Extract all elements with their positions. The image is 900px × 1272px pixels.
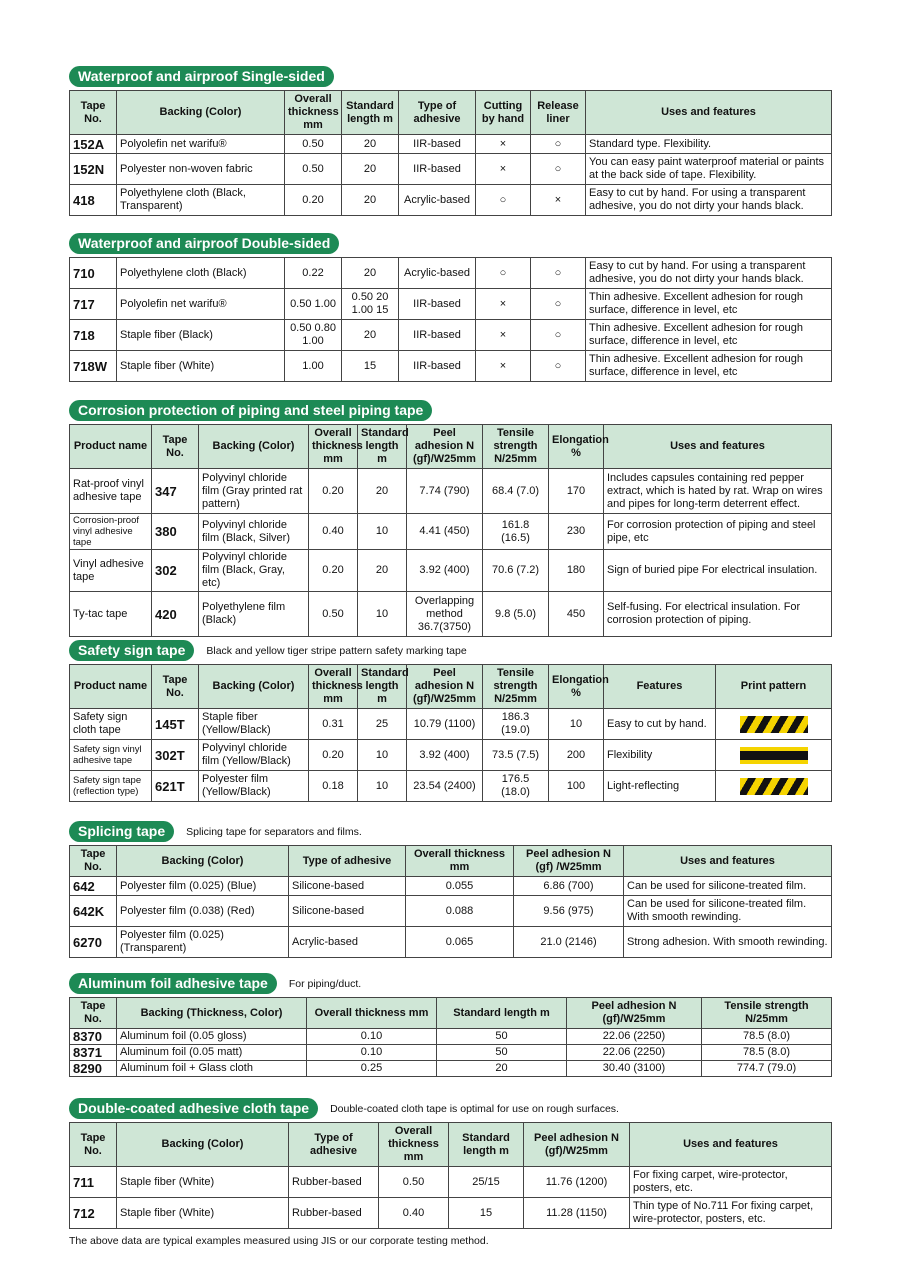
cell: 0.22 [285,258,342,289]
col-header: Type of adhesive [289,1123,379,1167]
cell: 78.5 (8.0) [702,1045,832,1061]
section-title: Waterproof and airproof Double-sided [69,233,339,254]
spec-table [69,664,832,802]
tape-no: 302T [152,740,199,771]
cell: Can be used for silicone-treated film. With smooth rewinding. [624,896,832,927]
col-header: Backing (Color) [117,846,289,877]
cell: Aluminum foil (0.05 matt) [117,1045,307,1061]
cell: Thin adhesive. Excellent adhesion for rough surface, difference in level, etc [586,351,832,382]
section-waterproof-double [69,233,831,382]
cell: ○ [531,135,586,154]
col-header: Uses and features [604,425,832,469]
section-note: Double-coated cloth tape is optimal for use on rough surfaces. [330,1102,619,1115]
cell: 25 [358,709,407,740]
col-header: Tape No. [70,998,117,1029]
tape-no: 710 [70,258,117,289]
col-header: Tensile strength N/25mm [702,998,832,1029]
cell: ○ [531,351,586,382]
table-row [70,1167,832,1198]
spec-table [69,997,832,1077]
cell: 0.50 [309,592,358,637]
cell: 0.065 [406,927,514,958]
cell: Sign of buried pipe For electrical insulation. [604,550,832,592]
cell: Staple fiber (White) [117,1198,289,1229]
cell: 21.0 (2146) [514,927,624,958]
cell: 10 [358,514,407,550]
cell: Standard type. Flexibility. [586,135,832,154]
col-header: Peel adhesion N (gf)/W25mm [524,1123,630,1167]
col-header: Tape No. [70,846,117,877]
tape-no: 8371 [70,1045,117,1061]
cell: IIR-based [399,351,476,382]
product-name: Ty-tac tape [70,592,152,637]
cell: Silicone-based [289,896,406,927]
cell: Polyethylene cloth (Black, Transparent) [117,185,285,216]
cell: Polyester non-woven fabric [117,154,285,185]
cell: 78.5 (8.0) [702,1029,832,1045]
cell: Polyester film (Yellow/Black) [199,771,309,802]
col-header: Standard length m [358,665,407,709]
cell: 0.31 [309,709,358,740]
cell: 9.8 (5.0) [483,592,549,637]
cell: Staple fiber (Black) [117,320,285,351]
table-row [70,877,832,896]
col-header: Elongation % [549,665,604,709]
cell: Rubber-based [289,1198,379,1229]
cell: × [476,320,531,351]
cell: IIR-based [399,320,476,351]
cell: Staple fiber (White) [117,1167,289,1198]
cell: 180 [549,550,604,592]
cell: Includes capsules containing red pepper extract, which is hated by rat. Wrap on wires and pipes for long-term deterrent effect. [604,469,832,514]
cell: IIR-based [399,135,476,154]
cell: Polyolefin net warifu® [117,135,285,154]
tape-no: 152A [70,135,117,154]
tape-no: 8370 [70,1029,117,1045]
product-name: Safety sign tape (reflection type) [70,771,152,802]
section-note: For piping/duct. [288,977,362,990]
cell: 30.40 (3100) [567,1061,702,1077]
cell: 0.50 [379,1167,449,1198]
col-header: Features [604,665,716,709]
cell: ○ [531,258,586,289]
table-row [70,1029,832,1045]
col-header: Standard length m [437,998,567,1029]
col-header: Uses and features [586,91,832,135]
col-header: Standard length m [358,425,407,469]
cell: 0.50 1.00 [285,289,342,320]
table-row [70,896,832,927]
col-header: Standard length m [449,1123,524,1167]
cell: 6.86 (700) [514,877,624,896]
section-splicing [69,821,831,958]
cell: IIR-based [399,154,476,185]
cell: 20 [437,1061,567,1077]
cell: Easy to cut by hand. [604,709,716,740]
cell: Polyvinyl chloride film (Black, Silver) [199,514,309,550]
cell: 10 [358,740,407,771]
cell: Polyester film (0.038) (Red) [117,896,289,927]
cell: 450 [549,592,604,637]
product-name: Rat-proof vinyl adhesive tape [70,469,152,514]
section-note: Black and yellow tiger stripe pattern safety marking tape [206,644,467,657]
cell: × [476,135,531,154]
col-header: Backing (Color) [117,91,285,135]
cell: Easy to cut by hand. For using a transparent adhesive, you do not dirty your hands black. [586,258,832,289]
col-header: Elongation % [549,425,604,469]
cell: 0.055 [406,877,514,896]
cell: Polyethylene cloth (Black) [117,258,285,289]
table-row [70,1198,832,1229]
section-double-coated-cloth [69,1098,831,1229]
cell: 9.56 (975) [514,896,624,927]
cell: 0.40 [379,1198,449,1229]
cell: Silicone-based [289,877,406,896]
tape-no: 711 [70,1167,117,1198]
cell: ○ [531,154,586,185]
col-header: Overall thickness mm [309,425,358,469]
tape-no: 718 [70,320,117,351]
col-header: Uses and features [630,1123,832,1167]
cell: 0.20 [309,550,358,592]
col-header: Overall thickness mm [379,1123,449,1167]
col-header: Peel adhesion N (gf)/W25mm [407,425,483,469]
cell: 0.088 [406,896,514,927]
section-title: Double-coated adhesive cloth tape [69,1098,318,1119]
col-header: Backing (Color) [117,1123,289,1167]
table-row [70,1061,832,1077]
cell: ○ [476,258,531,289]
table-row [70,514,832,550]
cell: Polyethylene film (Black) [199,592,309,637]
col-header: Peel adhesion N (gf) /W25mm [514,846,624,877]
section-safety-sign [69,640,831,802]
cell: 50 [437,1045,567,1061]
cell: 0.10 [307,1045,437,1061]
col-header: Type of adhesive [289,846,406,877]
cell: Polyester film (0.025) (Blue) [117,877,289,896]
col-header: Tensile strength N/25mm [483,425,549,469]
cell: × [476,351,531,382]
tape-no: 418 [70,185,117,216]
cell: × [531,185,586,216]
cell: For corrosion protection of piping and steel pipe, etc [604,514,832,550]
tape-no: 380 [152,514,199,550]
table-row [70,771,832,802]
cell: 22.06 (2250) [567,1029,702,1045]
cell: 22.06 (2250) [567,1045,702,1061]
tape-no: 621T [152,771,199,802]
cell: 0.20 [309,740,358,771]
tiger-stripe-icon [740,778,808,795]
product-name: Corrosion-proof vinyl adhesive tape [70,514,152,550]
col-header: Print pattern [716,665,832,709]
spec-table [69,424,832,637]
table-row [70,592,832,637]
cell: Polyolefin net warifu® [117,289,285,320]
cell: 0.20 [285,185,342,216]
cell: 100 [549,771,604,802]
cell: 3.92 (400) [407,740,483,771]
cell: Polyvinyl chloride film (Black, Gray, etc) [199,550,309,592]
print-pattern-cell [716,709,832,740]
table-row [70,709,832,740]
spec-table [69,257,832,382]
cell: 1.00 [285,351,342,382]
section-title: Corrosion protection of piping and steel piping tape [69,400,432,421]
cell: Acrylic-based [399,185,476,216]
cell: 200 [549,740,604,771]
cell: Aluminum foil + Glass cloth [117,1061,307,1077]
cell: Acrylic-based [399,258,476,289]
col-header: Type of adhesive [399,91,476,135]
col-header: Product name [70,425,152,469]
cell: 20 [342,258,399,289]
tape-no: 145T [152,709,199,740]
col-header: Overall thickness mm [307,998,437,1029]
center-band-icon [740,747,808,764]
cell: 161.8 (16.5) [483,514,549,550]
cell: 50 [437,1029,567,1045]
tape-no: 302 [152,550,199,592]
table-row [70,185,832,216]
cell: Polyvinyl chloride film (Gray printed rat pattern) [199,469,309,514]
spec-table [69,845,832,958]
tape-no: 152N [70,154,117,185]
cell: 176.5 (18.0) [483,771,549,802]
cell: For fixing carpet, wire-protector, posters, etc. [630,1167,832,1198]
cell: 3.92 (400) [407,550,483,592]
cell: Thin adhesive. Excellent adhesion for rough surface, difference in level, etc [586,320,832,351]
spec-table [69,90,832,216]
cell: 230 [549,514,604,550]
footnote: The above data are typical examples measured using JIS or our corporate testing method. [69,1235,489,1247]
table-row [70,258,832,289]
table-row [70,550,832,592]
cell: ○ [531,289,586,320]
col-header: Cutting by hand [476,91,531,135]
cell: 10 [358,771,407,802]
cell: Aluminum foil (0.05 gloss) [117,1029,307,1045]
cell: 0.10 [307,1029,437,1045]
cell: 68.4 (7.0) [483,469,549,514]
cell: 774.7 (79.0) [702,1061,832,1077]
table-row [70,351,832,382]
tape-no: 717 [70,289,117,320]
cell: Staple fiber (White) [117,351,285,382]
spec-table [69,1122,832,1229]
table-row [70,927,832,958]
cell: 0.20 [309,469,358,514]
cell: 20 [342,320,399,351]
table-row [70,289,832,320]
cell: Thin type of No.711 For fixing carpet, wire-protector, posters, etc. [630,1198,832,1229]
cell: 20 [342,185,399,216]
section-corrosion-protection [69,400,831,637]
col-header: Peel adhesion N (gf)/W25mm [567,998,702,1029]
col-header: Tape No. [152,665,199,709]
cell: Polyvinyl chloride film (Yellow/Black) [199,740,309,771]
cell: × [476,289,531,320]
cell: Self-fusing. For electrical insulation. For corrosion protection of piping. [604,592,832,637]
tape-no: 642 [70,877,117,896]
col-header: Backing (Color) [199,665,309,709]
cell: ○ [531,320,586,351]
section-aluminum-foil [69,973,831,1077]
cell: 0.18 [309,771,358,802]
cell: × [476,154,531,185]
col-header: Peel adhesion N (gf)/W25mm [407,665,483,709]
cell: 11.28 (1150) [524,1198,630,1229]
product-name: Vinyl adhesive tape [70,550,152,592]
cell: Strong adhesion. With smooth rewinding. [624,927,832,958]
col-header: Product name [70,665,152,709]
col-header: Backing (Color) [199,425,309,469]
product-name: Safety sign vinyl adhesive tape [70,740,152,771]
cell: Overlapping method 36.7(3750) [407,592,483,637]
table-row [70,469,832,514]
table-row [70,320,832,351]
col-header: Uses and features [624,846,832,877]
product-name: Safety sign cloth tape [70,709,152,740]
cell: 0.40 [309,514,358,550]
table-row [70,1045,832,1061]
col-header: Overall thickness mm [309,665,358,709]
cell: Acrylic-based [289,927,406,958]
cell: 70.6 (7.2) [483,550,549,592]
cell: 0.50 [285,135,342,154]
col-header: Release liner [531,91,586,135]
cell: Light-reflecting [604,771,716,802]
cell: 0.50 [285,154,342,185]
print-pattern-cell [716,771,832,802]
cell: Flexibility [604,740,716,771]
cell: 0.25 [307,1061,437,1077]
cell: ○ [476,185,531,216]
cell: 4.41 (450) [407,514,483,550]
cell: 23.54 (2400) [407,771,483,802]
tape-no: 347 [152,469,199,514]
cell: 7.74 (790) [407,469,483,514]
cell: Can be used for silicone-treated film. [624,877,832,896]
section-title: Waterproof and airproof Single-sided [69,66,334,87]
col-header: Standard length m [342,91,399,135]
tape-no: 642K [70,896,117,927]
cell: 25/15 [449,1167,524,1198]
col-header: Overall thickness mm [285,91,342,135]
section-note: Splicing tape for separators and films. [186,825,362,838]
tape-no: 8290 [70,1061,117,1077]
col-header: Tape No. [70,91,117,135]
cell: 20 [358,550,407,592]
cell: 20 [358,469,407,514]
cell: Rubber-based [289,1167,379,1198]
cell: 170 [549,469,604,514]
cell: 15 [449,1198,524,1229]
cell: IIR-based [399,289,476,320]
cell: 73.5 (7.5) [483,740,549,771]
col-header: Backing (Thickness, Color) [117,998,307,1029]
cell: 20 [342,135,399,154]
section-waterproof-single [69,66,831,216]
col-header: Tape No. [70,1123,117,1167]
table-row [70,740,832,771]
section-title: Safety sign tape [69,640,194,661]
print-pattern-cell [716,740,832,771]
cell: 10.79 (1100) [407,709,483,740]
cell: 0.50 0.80 1.00 [285,320,342,351]
tape-no: 718W [70,351,117,382]
cell: 20 [342,154,399,185]
cell: 11.76 (1200) [524,1167,630,1198]
section-title: Aluminum foil adhesive tape [69,973,277,994]
col-header: Tape No. [152,425,199,469]
cell: 10 [549,709,604,740]
cell: 10 [358,592,407,637]
tape-no: 420 [152,592,199,637]
cell: You can easy paint waterproof material or paints at the back side of tape. Flexibility. [586,154,832,185]
tape-no: 712 [70,1198,117,1229]
table-row [70,154,832,185]
cell: Staple fiber (Yellow/Black) [199,709,309,740]
tiger-stripe-icon [740,716,808,733]
cell: 186.3 (19.0) [483,709,549,740]
cell: Thin adhesive. Excellent adhesion for rough surface, difference in level, etc [586,289,832,320]
cell: 0.50 20 1.00 15 [342,289,399,320]
col-header: Tensile strength N/25mm [483,665,549,709]
table-row [70,135,832,154]
tape-no: 6270 [70,927,117,958]
cell: Easy to cut by hand. For using a transparent adhesive, you do not dirty your hands black. [586,185,832,216]
section-title: Splicing tape [69,821,174,842]
cell: Polyester film (0.025) (Transparent) [117,927,289,958]
cell: 15 [342,351,399,382]
col-header: Overall thickness mm [406,846,514,877]
